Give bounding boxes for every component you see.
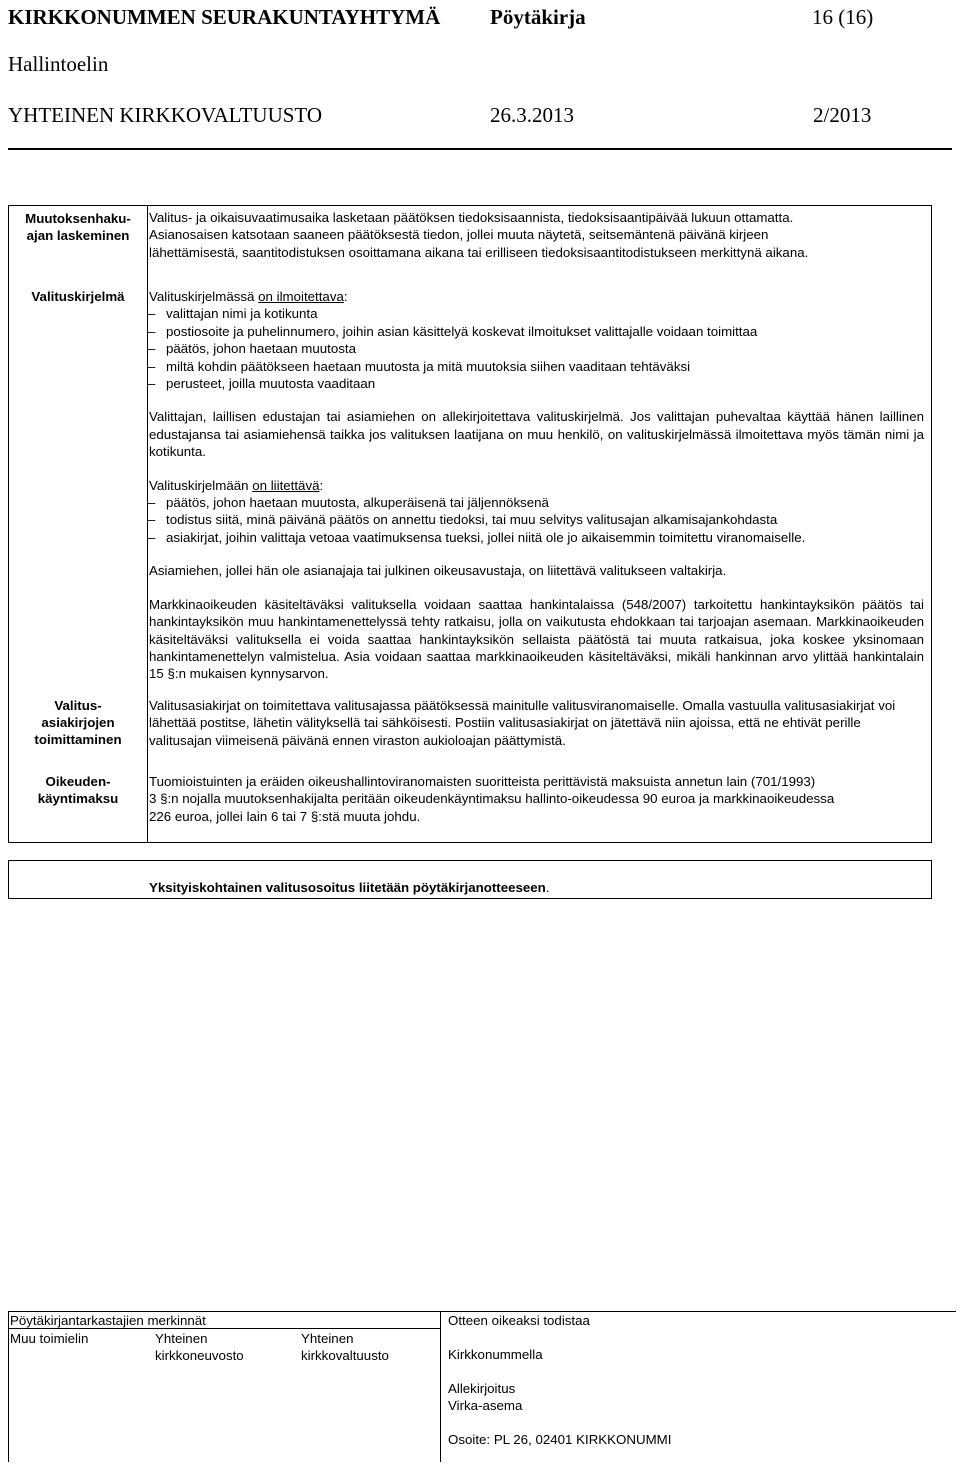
power-of-attorney-paragraph: Asiamiehen, jollei hän ole asianajaja tai julkinen oikeusavustaja, on liitettävä valitukseen valtakirja. <box>149 563 727 579</box>
text-line: 3 §:n nojalla muutoksenhakijalta peritään oikeudenkäyntimaksu hallinto-oikeudessa 90 euroa ja markkinaoikeudessa <box>149 791 835 807</box>
list-item: – asiakirjat, joihin valittaja vetoaa vaatimuksensa tueksi, jollei niitä ole jo aikaisemmin toimitettu viranomaiselle. <box>148 529 806 545</box>
column-line: kirkkoneuvosto <box>155 1348 244 1363</box>
list-item-text: asiakirjat, joihin valittaja vetoaa vaatimuksensa tueksi, jollei niitä ole jo aikaisemmin toimitettu viranomaiselle. <box>166 529 806 545</box>
attach-colon: : <box>319 477 324 493</box>
document-type: Pöytäkirja <box>490 5 586 29</box>
intro-underlined: on ilmoitettava <box>258 289 344 304</box>
page-number: 16 (16) <box>812 5 874 29</box>
note-period: . <box>545 880 550 895</box>
text-line: Valitus- ja oikaisuvaatimusaika lasketaan päätöksen tiedoksisaannista, tiedoksisaantipäivää lukuun ottamatta. <box>149 210 794 225</box>
attachments-list <box>149 494 924 546</box>
attachments-intro <box>149 477 924 494</box>
list-item: – miltä kohdin päätökseen haetaan muutosta ja mitä muutoksia siihen vaaditaan tehtäväksi <box>148 358 691 374</box>
list-item-text: miltä kohdin päätökseen haetaan muutosta ja mitä muutoksia siihen vaaditaan tehtäväksi <box>166 358 691 374</box>
footer-left-rule <box>8 1311 9 1462</box>
list-item: – valittajan nimi ja kotikunta <box>148 306 318 322</box>
minutes-checkers-title: Pöytäkirjantarkastajien merkinnät <box>10 1313 206 1328</box>
list-item-text: valittajan nimi ja kotikunta <box>166 306 318 322</box>
label-line: toimittaminen <box>34 732 122 747</box>
meeting-date: 26.3.2013 <box>490 103 574 127</box>
note-bold-text: Yksityiskohtainen valitusosoitus liitetään pöytäkirjanotteeseen <box>149 880 546 895</box>
list-item-text: perusteet, joilla muutosta vaaditaan <box>166 376 376 392</box>
text-line: 226 euroa, jollei lain 6 tai 7 §:stä muuta johdu. <box>149 808 421 824</box>
label-line: ajan laskeminen <box>26 228 130 243</box>
checker-parish-council <box>155 1330 244 1364</box>
column-line: Yhteinen <box>155 1331 208 1346</box>
label-line: Valitus- <box>54 698 102 713</box>
section-label-appeal-period <box>16 210 140 244</box>
list-item-text: todistus siitä, minä päivänä päätös on annettu tiedoksi, tai muu selvitys valitusajan alkamisajankohdasta <box>166 512 778 528</box>
label-line: Oikeuden- <box>45 774 111 789</box>
section-text-court-fee <box>149 773 924 825</box>
column-line: Yhteinen <box>301 1331 354 1346</box>
postal-address: Osoite: PL 26, 02401 KIRKKONUMMI <box>448 1432 672 1447</box>
list-item: – postiosoite ja puhelinnumero, joihin asian käsittelyä koskevat ilmoitukset valittajalle voidaan toimittaa <box>148 323 758 339</box>
delivery-paragraph: Valitusasiakirjat on toimitettava valitusajassa päätöksessä mainitulle valitusviranomaiselle. Omalla vastuulla valitusasiakirjat voi lähettää postitse, lähetin välityksellä tai sähköisesti. Postiin valitusasiakirjat on jätettävä niin ajoissa, että ne ehtivät perille valitusajan viimeisenä päivänä ennen viraston aukioloajan päättymistä. <box>149 698 896 748</box>
certification-title: Otteen oikeaksi todistaa <box>448 1313 590 1328</box>
must-state-list <box>149 305 924 392</box>
list-item: – todistus siitä, minä päivänä päätös on annettu tiedoksi, tai muu selvitys valitusajan alkamisajankohdasta <box>148 512 778 528</box>
note-text <box>149 879 550 896</box>
section-text-appeal-period <box>149 209 924 261</box>
position-label: Virka-asema <box>448 1398 523 1413</box>
must-state-intro <box>149 288 924 305</box>
organization-name: KIRKKONUMMEN SEURAKUNTAYHTYMÄ <box>8 5 441 29</box>
label-line: käyntimaksu <box>37 791 119 806</box>
attach-text: Valituskirjelmään <box>149 477 253 493</box>
detailed-instructions-note <box>8 860 932 899</box>
market-court-paragraph: Markkinaoikeuden käsiteltäväksi valituksella voidaan saattaa hankintalaissa (548/2007) tarkoitettu hankintayksikön päätös tai hankintayksikön muu hankintamenettelyssä tehty ratkaisu, jolla on vaikutusta ehdokkaan tai tarjoajan asemaan. Markkinaoikeuden käsiteltäväksi valituksella ei voida saattaa hankintayksikön sellaista päätöstä tai muuta ratkaisua, joka koskee yksinomaan hankintamenettelyn valmistelua. Asia voidaan saattaa markkinaoikeuden käsiteltäväksi, mikäli hankinnan arvo ylittää hankintalain 15 §:n mukaisen kynnysarvon. <box>149 596 924 682</box>
section-label-appeal-letter: Valituskirjelmä <box>31 289 125 304</box>
intro-text: Valituskirjelmässä <box>149 289 259 304</box>
signature-paragraph: Valittajan, laillisen edustajan tai asiamiehen on allekirjoitettava valituskirjelmä. Jos valittajan puhevaltaa käyttää hänen laillinen edustajansa tai asiamiehensä taikka jos valituksen laatijana on muu henkilö, on valituskirjelmässä ilmoitettava myös tämän nimi ja kotikunta. <box>149 409 924 460</box>
footer-middle-rule <box>440 1311 441 1462</box>
list-item-text: päätös, johon haetaan muutosta, alkuperäisenä tai jäljennöksenä <box>166 495 549 511</box>
header-divider <box>8 148 952 150</box>
label-line: Muutoksenhaku- <box>25 211 131 226</box>
signature-label: Allekirjoitus <box>448 1381 516 1396</box>
section-text-appeal-letter <box>149 288 924 683</box>
list-item-text: päätös, johon haetaan muutosta <box>166 341 356 357</box>
text-line: lähettämisestä, saantitodistuksen osoittamana aikana tai erilliseen tiedoksisaantitodistukseen merkittynä aikana. <box>149 244 809 260</box>
text-line: Asianosaisen katsotaan saaneen päätöksestä tiedon, jollei muuta näytetä, seitsemäntenä päivänä kirjeen <box>149 227 769 243</box>
section-label-court-fee <box>16 773 140 807</box>
intro-colon: : <box>343 289 348 304</box>
minutes-number: 2/2013 <box>813 103 872 127</box>
checker-other-body: Muu toimielin <box>10 1331 89 1346</box>
certification-place: Kirkkonummella <box>448 1347 543 1362</box>
checker-parish-assembly <box>301 1330 389 1364</box>
section-text-document-delivery <box>149 697 924 749</box>
column-line: kirkkovaltuusto <box>301 1348 389 1363</box>
governing-body-label: Hallintoelin <box>8 52 109 76</box>
appeal-instructions-box <box>8 205 932 843</box>
list-item-text: postiosoite ja puhelinnumero, joihin asian käsittelyä koskevat ilmoitukset valittajalle voidaan toimittaa <box>166 323 758 339</box>
list-item: – päätös, johon haetaan muutosta, alkuperäisenä tai jäljennöksenä <box>148 495 549 511</box>
text-line: Tuomioistuinten ja eräiden oikeushallintoviranomaisten suoritteista perittävistä maksuista annetun lain (701/1993) <box>149 774 816 789</box>
list-item: – perusteet, joilla muutosta vaaditaan <box>148 376 376 392</box>
section-label-document-delivery <box>16 697 140 748</box>
attach-underlined: on liitettävä <box>252 477 320 493</box>
meeting-body: YHTEINEN KIRKKOVALTUUSTO <box>8 103 323 127</box>
list-item: – päätös, johon haetaan muutosta <box>148 341 356 357</box>
label-line: asiakirjojen <box>41 715 115 730</box>
